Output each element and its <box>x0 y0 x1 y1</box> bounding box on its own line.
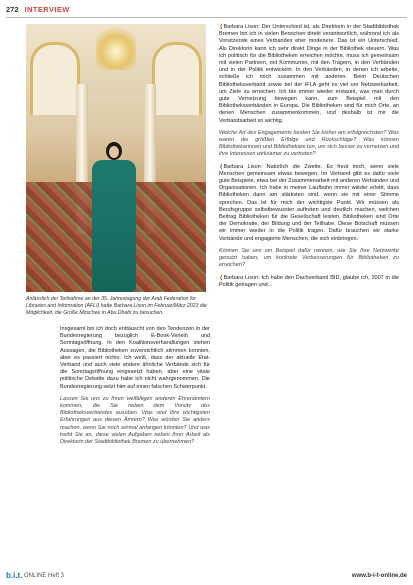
speaker-marker: ❬ <box>219 163 224 170</box>
speaker-name: Barbara Lison: <box>223 274 260 281</box>
journal-logo: b.i.t. <box>6 571 23 580</box>
arch <box>152 42 202 115</box>
question: Lassen Sie uns zu Ihren vielfältigen anderen Ehrenämtern kommen, die Sie neben dem Vorsitz des Bibliotheksverbandes ausüben. Was sind Ihre wichtigsten Erfahrungen aus diesen Ämtern? Was würden Sie anders machen, wenn Sie noch einmal anfangen könnten? Und was treibt Sie an, diese vielen Aufgaben neben Ihrer Arbeit als Direktorin der Stadtbibliothek Bremen zu übernehmen? <box>60 395 210 446</box>
answer-text: Der Unterschied ist, als Direktorin in der Stadtbibliothek Bremen bin ich in vielen Bereichen direkt verantwortlich, während ich als Vorsitzende eines Verbandes eher moderiere. Das ist ein Unterschied. Als Direktorin kann ich sehr direkt Dinge in der Bibliothek steuern. Was ich politisch für die Bibliotheken erreichen möchte, muss ich gemeinsam mit vielen Partnern, mit Kommunen, mit den Trägern, in den Verbänden und in der Politik entwickeln. In den Verbänden, in denen ich arbeite, schließe ich mich zusammen mit anderen. Beim Deutschen Bibliotheksverband sowie bei der IFLA geht es viel um Netzwerkarbeit, um Ziele zu erreichen. Ich bin immer wieder erstaunt, was man durch gute Vernetzung bewegen kann, zum Beispiel mit den Bibliotheksverbänden in Europa. Die Bibliotheken sind für mich Orte, an denen Menschen zusammenkommen, und deshalb ist mir die Verbandsarbeit so wichtig. <box>219 24 400 124</box>
header-rule <box>6 17 407 18</box>
question: Können Sie uns ein Beispiel dafür nennen, wie Sie Ihre Netzwerke genutzt haben, um konkrete Verbesserungen für Bibliotheken zu erreichen? <box>219 247 399 269</box>
answer-text: Natürlich die Zweite. Es freut mich, wenn viele Menschen gemeinsam etwas bewegen. Im Verband gibt es dafür viele gute Beispiele, etwa bei der Zusammenarbeit mit anderen Verbänden und Organisationen. Ich habe in meiner Laufbahn immer wieder erlebt, dass Bibliotheken dann am stärksten sind, wenn sie mit einer Stimme sprechen. Das ist für mich der wichtigste Punkt. Wir müssen als Berufsgruppe selbstbewusster auftreten und deutlich machen, welchen Beitrag Bibliotheken für die Gesellschaft leisten. Bibliotheken sind Orte der Demokratie, der Bildung und der Teilhabe. Diese Botschaft müssen wir immer wieder in die Politik tragen. Dafür brauchen wir starke Verbände und engagierte Menschen, die sich einbringen. <box>219 163 399 242</box>
photo-caption: Anlässlich der Teilnahme an der 35. Jahrestagung der Arab Federation for Libraries and Information (AFLI) hatte Barbara Lison im Februar/März 2023 die Möglichkeit, die Große Moschee in Abu Dhabi zu besuchen. <box>26 296 207 316</box>
answer <box>219 164 399 243</box>
right-column <box>219 24 399 294</box>
chandelier <box>96 24 136 70</box>
website-link[interactable]: www.b-i-t-online.de <box>351 573 407 579</box>
issue-label: ONLINE Heft 3 <box>24 573 65 579</box>
answer-text: Ich habe den Dachverband BID, glaube ich, 2007 in die Politik getragen und... <box>219 274 399 288</box>
answer <box>219 24 399 125</box>
question: Welche Art des Engagements fanden Sie bisher am erfolgreichsten? Was waren die größten Erfolge und Rückschläge? Was können Bibliothekarinnen und Bibliothekare tun, um sich besser zu vernetzen und ihre Interessen wirksamer zu vertreten? <box>219 129 399 158</box>
speaker-marker: ❬ <box>219 274 224 281</box>
speaker-marker: ❬ <box>219 24 224 30</box>
answer <box>219 275 399 289</box>
person-figure <box>88 142 140 292</box>
paragraph: Insgesamt bin ich doch enttäuscht von den Tendenzen in der Bundesregierung bezüglich E-Book-Verleih und Sonntagsöffnung. In den Koalitionsverhandlungen stehen Aussagen, die Bibliotheken zuversichtlich stimmen konnten, aber es passiert nichts. Ich weiß, dass der aktuelle Etat-Verband und auch viele andere ähnliche Verbände sich für die Sonntagsöffnung eingesetzt haben, aber eine vitale politische Debatte dazu habe ich nicht wahrgenommen. Die Bundesregierung setzt hier auf einen falschen Schwerpunkt. <box>60 326 210 390</box>
arch <box>30 42 80 115</box>
mosque-photo <box>26 24 206 292</box>
speaker-name: Barbara Lison: <box>223 163 263 170</box>
speaker-name: Barbara Lison: <box>223 24 260 30</box>
section-label: INTERVIEW <box>24 5 70 14</box>
page-footer <box>6 571 407 581</box>
left-column <box>60 326 210 451</box>
page-header <box>6 5 70 17</box>
abaya <box>92 160 136 292</box>
face <box>109 146 119 158</box>
page-number: 272 <box>6 5 19 14</box>
